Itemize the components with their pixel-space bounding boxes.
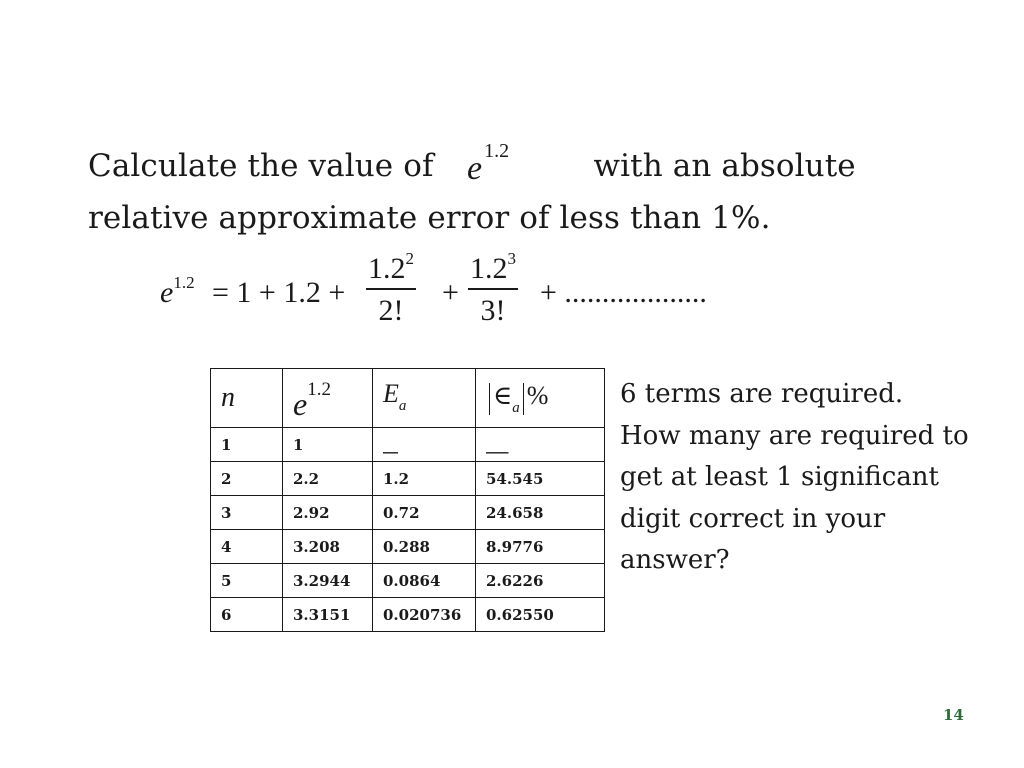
cell-value: 2.92: [283, 496, 373, 530]
inline-math-base: e: [467, 150, 483, 187]
series-fraction-2: [468, 249, 518, 328]
series-lhs-base: e: [160, 276, 174, 309]
cell-value: 3.2944: [283, 564, 373, 598]
header-relative-error: [476, 369, 605, 428]
table-row: [211, 428, 605, 462]
cell-value: 3.3151: [283, 598, 373, 632]
series-lhs-exponent: 1.2: [173, 273, 195, 292]
page-number: 14: [943, 706, 964, 724]
fraction-1-num-power: 2: [405, 249, 414, 268]
header-e-base: e: [293, 385, 308, 422]
cell-eps: 2.6226: [476, 564, 605, 598]
header-ea-label: [383, 379, 407, 414]
fraction-2-bar: [468, 288, 518, 290]
header-eps-symbol: ∈: [493, 381, 513, 411]
side-line: How many are required to: [620, 420, 969, 451]
header-ea-base: E: [383, 379, 399, 408]
fraction-1-denominator: 2!: [378, 293, 404, 327]
header-e-exponent: 1.2: [307, 378, 331, 400]
fraction-1-bar: [366, 288, 416, 290]
prompt-text-before: Calculate the value of: [88, 148, 434, 184]
table-header-row: [211, 369, 605, 428]
cell-n: 6: [211, 598, 283, 632]
prompt-text-after: with an absolute: [593, 148, 856, 184]
cell-eps: 24.658: [476, 496, 605, 530]
table-row: [211, 564, 605, 598]
table-row: [211, 598, 605, 632]
header-true-error: [373, 369, 476, 428]
cell-n: 4: [211, 530, 283, 564]
cell-ea: 0.288: [373, 530, 476, 564]
cell-ea: 0.0864: [373, 564, 476, 598]
series-fraction-1: [366, 249, 416, 328]
abs-bar-left: [489, 383, 490, 415]
cell-n: 3: [211, 496, 283, 530]
series-first-terms: = 1 + 1.2 +: [212, 276, 346, 309]
header-eps-label: [486, 381, 549, 417]
inline-math-e-power: [467, 140, 510, 188]
fraction-2-num-base: 1.2: [470, 252, 508, 285]
cell-ea: __: [373, 428, 476, 462]
header-eps-percent: %: [526, 381, 549, 411]
abs-bar-right: [523, 383, 524, 415]
cell-eps: 0.62550: [476, 598, 605, 632]
iteration-table: [210, 368, 605, 632]
series-plus: +: [442, 276, 459, 309]
fraction-1-numerator: [366, 249, 416, 286]
cell-n: 1: [211, 428, 283, 462]
cell-ea: 1.2: [373, 462, 476, 496]
series-tail: + ...................: [540, 276, 707, 309]
cell-n: 2: [211, 462, 283, 496]
table-row: [211, 530, 605, 564]
side-line: get at least 1 significant: [620, 462, 939, 492]
cell-ea: 0.72: [373, 496, 476, 530]
prompt-line-2: relative approximate error of less than 1%.: [88, 200, 771, 236]
header-e-label: [293, 378, 331, 422]
table-row: [211, 496, 605, 530]
header-e-power: [283, 369, 373, 428]
fraction-2-num-power: 3: [507, 249, 516, 268]
fraction-2-numerator: [468, 249, 518, 286]
cell-value: 3.208: [283, 530, 373, 564]
side-line: 6 terms are required.: [620, 379, 904, 409]
side-line: digit correct in your: [620, 503, 886, 534]
cell-value: 2.2: [283, 462, 373, 496]
cell-n: 5: [211, 564, 283, 598]
header-n-label: n: [221, 382, 235, 413]
cell-value: 1: [283, 428, 373, 462]
cell-eps: 54.545: [476, 462, 605, 496]
header-n: [211, 369, 283, 428]
header-ea-subscript: a: [398, 398, 407, 414]
cell-ea: 0.020736: [373, 598, 476, 632]
cell-eps: 8.9776: [476, 530, 605, 564]
cell-eps: ___: [476, 428, 605, 462]
fraction-1-num-base: 1.2: [368, 252, 406, 285]
side-explanation: [620, 374, 1010, 582]
fraction-2-denominator: 3!: [480, 293, 506, 327]
side-line: answer?: [620, 545, 730, 575]
header-eps-subscript: a: [512, 400, 520, 417]
series-lhs: [160, 273, 195, 310]
table-row: [211, 462, 605, 496]
inline-math-exponent: 1.2: [484, 140, 510, 162]
